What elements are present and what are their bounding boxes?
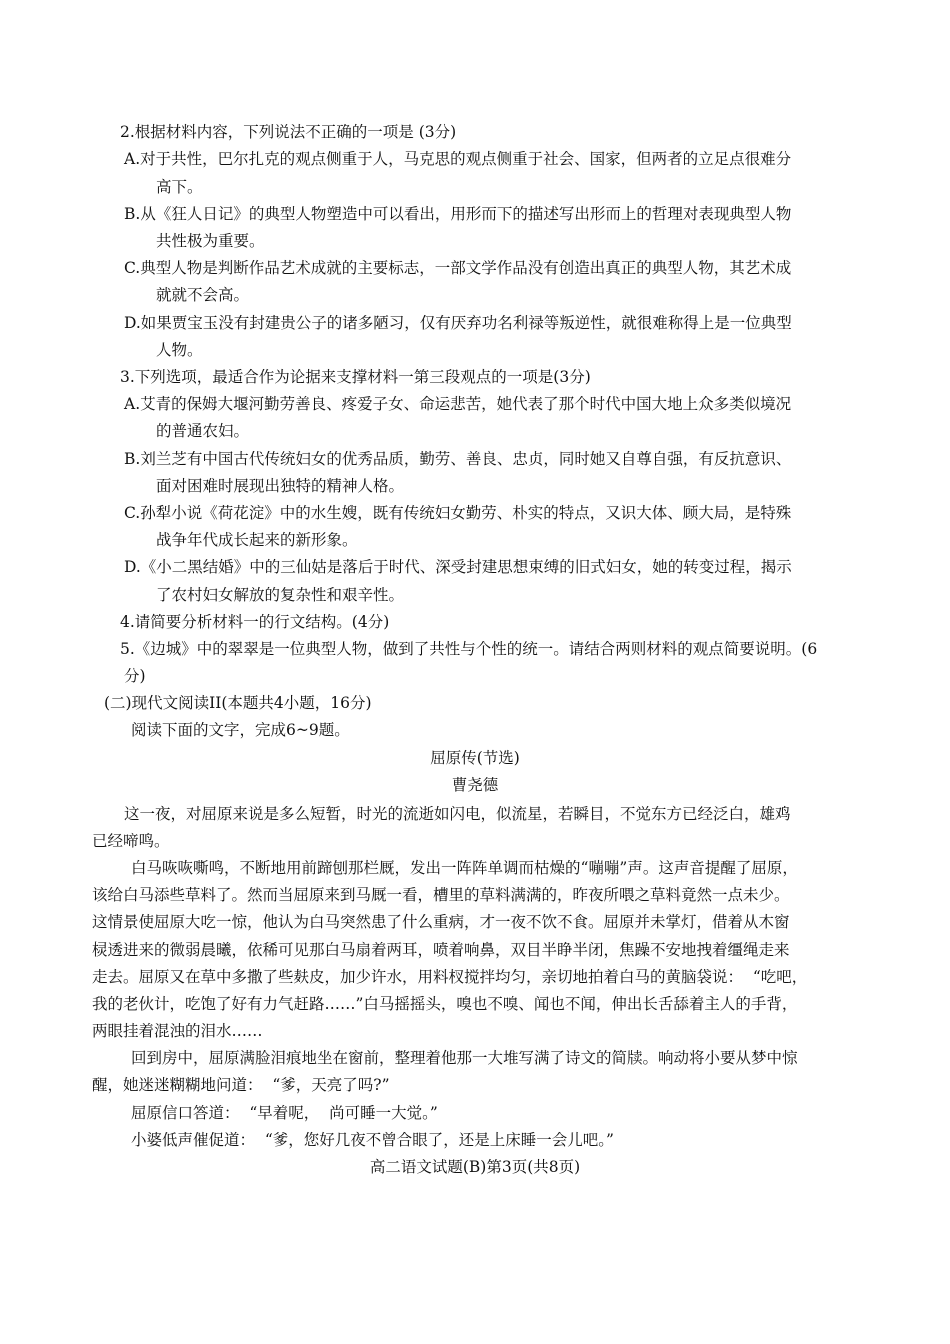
question-3-option-c-cont: 战争年代成长起来的新形象。 (156, 531, 358, 549)
question-3-option-b: B.刘兰芝有中国古代传统妇女的优秀品质，勤劳、善良、忠贞，同时她又自尊自强，有反抗意识、 (124, 450, 792, 468)
question-3-option-d-cont: 了农村妇女解放的复杂性和艰辛性。 (156, 586, 405, 604)
article-paragraph-2: 白马咴咴嘶鸣，不断地用前蹄刨那栏厩，发出一阵阵单调而枯燥的“嘣嘣”声。这声音提醒了屈原， (131, 859, 798, 877)
question-2-option-a-cont: 高下。 (156, 178, 203, 196)
section-heading: (二)现代文阅读II(本题共4小题，16分) (104, 694, 372, 712)
article-paragraph-1-cont: 已经啼鸣。 (92, 832, 170, 850)
section-instruction: 阅读下面的文字，完成6~9题。 (131, 721, 350, 739)
question-4: 4.请简要分析材料一的行文结构。(4分) (120, 613, 390, 631)
article-paragraph-2-line-4: 棂透进来的微弱晨曦，依稀可见那白马扇着两耳，喷着响鼻，双目半睁半闭，焦躁不安地拽着缰绳走来 (92, 941, 790, 959)
question-2-option-d: D.如果贾宝玉没有封建贵公子的诸多陋习，仅有厌弃功名利禄等叛逆性，就很难称得上是一位典型 (124, 314, 792, 332)
question-2-stem: 2.根据材料内容，下列说法不正确的一项是 (3分) (120, 123, 457, 141)
question-2-option-a: A.对于共性，巴尔扎克的观点侧重于人，马克思的观点侧重于社会、国家，但两者的立足点很难分 (124, 150, 792, 168)
question-2-option-c-cont: 就就不会高。 (156, 286, 250, 304)
question-5: 5.《边城》中的翠翠是一位典型人物，做到了共性与个性的统一。请结合两则材料的观点简要说明。(6 (120, 640, 818, 658)
question-3-option-a: A.艾青的保姆大堰河勤劳善良、疼爱子女、命运悲苦，她代表了那个时代中国大地上众多类似境况 (124, 395, 792, 413)
article-paragraph-5: 小婆低声催促道： “爹，您好几夜不曾合眼了，还是上床睡一会儿吧。” (131, 1131, 614, 1149)
question-2-option-d-cont: 人物。 (156, 341, 203, 359)
article-paragraph-3: 回到房中，屈原满脸泪痕地坐在窗前，整理着他那一大堆写满了诗文的简牍。响动将小要从梦中惊 (131, 1049, 798, 1067)
question-2-option-b: B.从《狂人日记》的典型人物塑造中可以看出，用形而下的描述写出形而上的哲理对表现典型人物 (124, 205, 792, 223)
question-2-option-b-cont: 共性极为重要。 (156, 232, 265, 250)
article-paragraph-2-line-6: 我的老伙计，吃饱了好有力气赶路……”白马摇摇头，嗅也不嗅、闻也不闻，伸出长舌舔着主人的手背， (92, 995, 798, 1013)
question-3-option-c: C.孙犁小说《荷花淀》中的水生嫂，既有传统妇女勤劳、朴实的特点，又识大体、顾大局，是特殊 (124, 504, 792, 522)
article-paragraph-2-line-5: 走去。屈原又在草中多撒了些麸皮，加少许水，用料杈搅拌均匀，亲切地拍着白马的黄脑袋说： “吃吧， (92, 968, 808, 986)
article-paragraph-1: 这一夜，对屈原来说是多么短暂，时光的流逝如闪电，似流星，若瞬目，不觉东方已经泛白，雄鸡 (124, 805, 791, 823)
question-2-option-c: C.典型人物是判断作品艺术成就的主要标志，一部文学作品没有创造出真正的典型人物，其艺术成 (124, 259, 792, 277)
question-3-stem: 3.下列选项，最适合作为论据来支撑材料一第三段观点的一项是(3分) (120, 368, 591, 386)
question-3-option-d: D.《小二黑结婚》中的三仙姑是落后于时代、深受封建思想束缚的旧式妇女，她的转变过程，揭示 (124, 558, 792, 576)
article-paragraph-3-cont: 醒，她迷迷糊糊地问道： “爹，天亮了吗?” (92, 1076, 390, 1094)
article-paragraph-4: 屈原信口答道： “早着呢， 尚可睡一大觉。” (131, 1104, 438, 1122)
article-author: 曹尧德 (451, 776, 499, 794)
question-3-option-a-cont: 的普通农妇。 (156, 422, 250, 440)
question-3-option-b-cont: 面对困难时展现出独特的精神人格。 (156, 477, 405, 495)
article-paragraph-2-line-2: 该给白马添些草料了。然而当屈原来到马厩一看，槽里的草料满满的，昨夜所喂之草料竟然一点未少。 (92, 886, 790, 904)
question-5-cont: 分) (124, 667, 146, 685)
article-paragraph-2-line-3: 这情景使屈原大吃一惊，他认为白马突然患了什么重病，才一夜不饮不食。屈原并未掌灯，借着从木窗 (92, 913, 790, 931)
page-footer: 高二语文试题(B)第3页(共8页) (369, 1158, 581, 1176)
article-title: 屈原传(节选) (430, 749, 520, 767)
article-paragraph-2-line-7: 两眼挂着混浊的泪水…… (92, 1022, 263, 1040)
